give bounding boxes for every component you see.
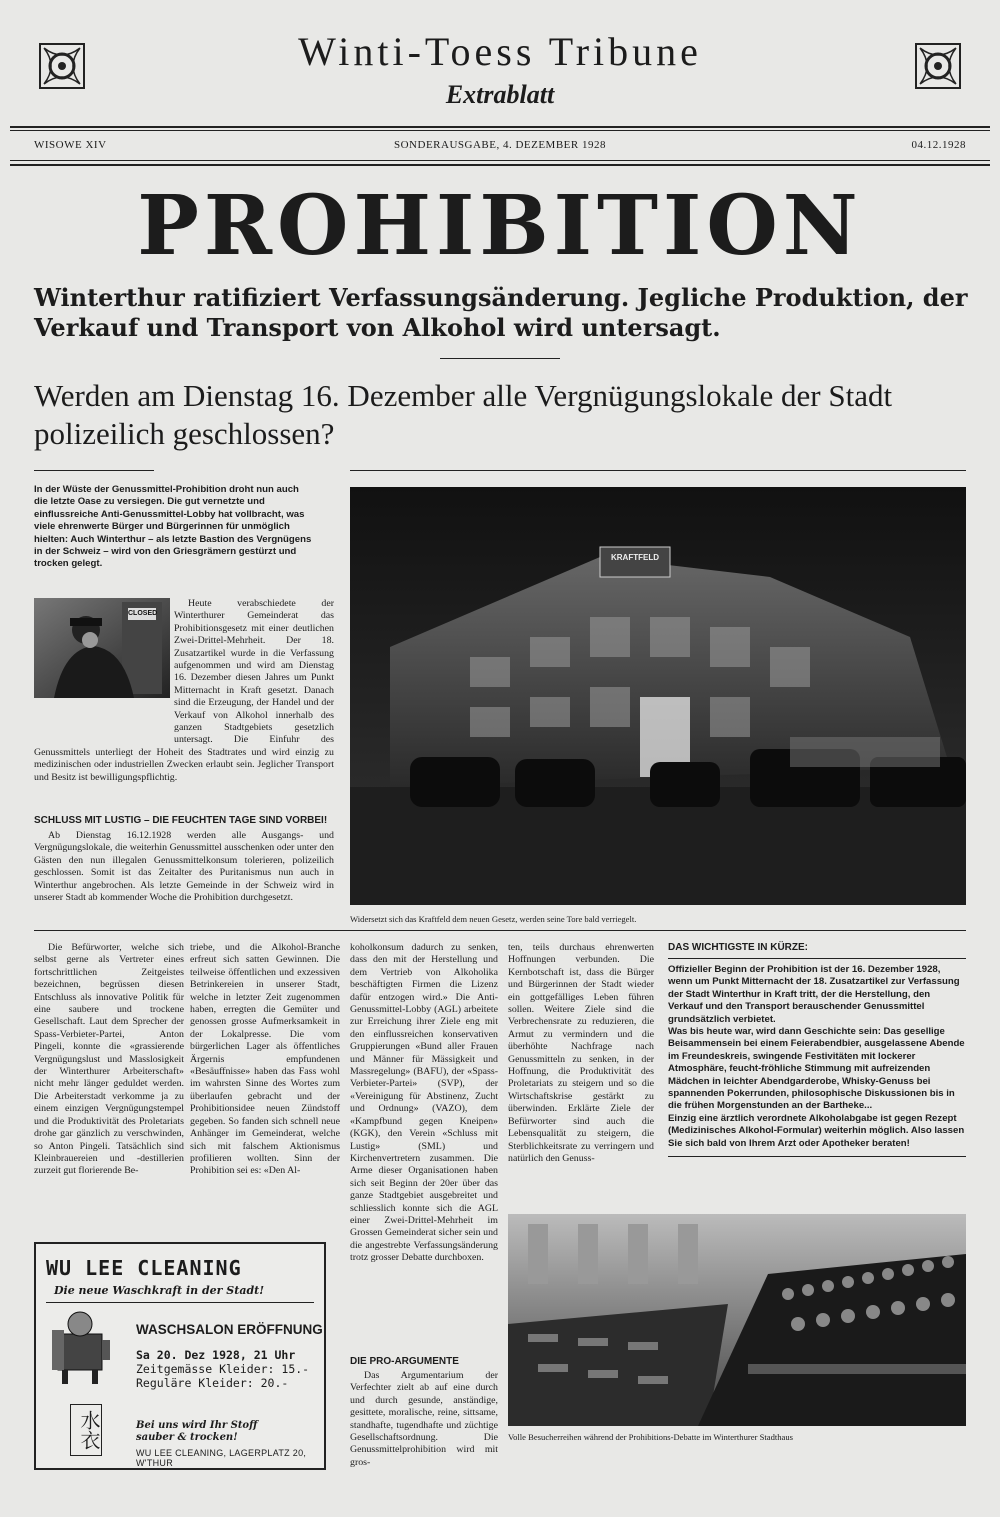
article-intro-text: Heute verabschiedete der Winterthurer Gemeinderat das Prohibitionsgesetz mit einer deutlichen Zwei-Drittel-Mehrheit. Der 18. Zusatzartikel wurde in die Verfassung aufgenommen und wird am Dienstag 16. Dezember diesen Jahres um Punkt Mitternacht in Kraft gesetzt. Danach sind die Erzeugung, der Handel und der Verkauf von Alkohol innerhalb des ganzen Stadtgebiets gesetzlich untersagt. Die Einfuhr des Genussmittels unterliegt der Hoheit des Stadtrates und wird einzig zu medizinischen oder industriellen Zwecken erlaubt sein. Jeglicher Transport und Besitz ist bewilligungspflichtig. (34, 598, 334, 783)
ad-promise-2: sauber & trocken! (136, 1432, 238, 1443)
ad-slogan: Die neue Waschkraft in der Stadt! (54, 1284, 265, 1297)
section-text-pro: Das Argumentarium der Verfechter zielt ab auf eine durch und durch gesunde, anständige, gesittete, moralische, reine, sittsame, standhafte, tugendhafte und züchtige Gesellschaftsordnung. Die Genussmittelprohibition wird mit gros- (350, 1370, 498, 1468)
masthead-rule-top (10, 126, 990, 128)
summary-para-1: Offizieller Beginn der Prohibition ist der 16. Dezember 1928, wenn um Punkt Mitternacht der 18. Zusatzartikel zur Verfassung der Stadt Winterthur in Kraft tritt, der die Herstellung, den Verkauf und den Transport berauschender Genussmittel grundsätzlich verbietet. (668, 964, 960, 1025)
question-headline: Werden am Dienstag 16. Dezember alle Vergnügungslokale der Stadt polizeilich geschlossen? (34, 378, 893, 451)
article-intro (34, 598, 334, 784)
debate-photo (508, 1214, 966, 1426)
summary-rule-bottom (668, 1156, 966, 1157)
ad-promise-1: Bei uns wird Ihr Stoff (136, 1420, 258, 1431)
ad-chinese-characters: 水衣 (70, 1404, 102, 1456)
masthead-rule-bottom-thin (10, 160, 990, 161)
section-heading-schluss: SCHLUSS MIT LUSTIG – DIE FEUCHTEN TAGE SIND VORBEI! (34, 815, 328, 826)
lead-paragraph: In der Wüste der Genussmittel-Prohibition droht nun auch die letzte Oase zu versiegen. Die gut vernetzte und einflussreiche Anti-Genussmittel-Lobby hat vollbracht, was viele ehrenwerte Bürger und Bürgerinnen für unmöglich hielten: Auch Winterthur – als letzte Bastion des Vergnügens in der Schweiz – wird von den Griesgrämern gestürzt und trocken gelegt. (34, 484, 312, 570)
summary-title: DAS WICHTIGSTE IN KÜRZE: (668, 942, 808, 953)
wu-lee-ad (34, 1242, 326, 1470)
ad-date: Sa 20. Dez 1928, 21 Uhr (136, 1348, 296, 1362)
subheadline: Winterthur ratifiziert Verfassungsänderung. Jegliche Produktion, der Verkauf und Transport von Alkohol wird untersagt. (34, 283, 968, 342)
column-2: triebe, und die Alkohol-Branche erfreut sich satten Gewinnen. Die teilweise öffentlichen und exzessiven Betrinkereien in unserer Stadt, welche in letzter Zeit zugenommen haben, erregten die Gemüter und genossen grosse Aufmerksamkeit in der Lokalpresse. Die vom bürgerlichen Lager als öffentliches Ärgernis empfundenen «Besäuffnisse» haben das Fass wohl im wahrsten Sinne des Wortes zum überlaufen gebracht und der Prohibitionsidee neuen Zündstoff gegeben. So fanden sich schnell neue Anhänger im Gemeinderat, welche sich mit falschem Aktionismus profilieren wollten. Sinn der Prohibition sei es: «Den Al- (190, 942, 340, 1177)
masthead-subtitle: Extrablatt (445, 80, 555, 109)
main-photo-caption: Widersetzt sich das Kraftfeld dem neuen Gesetz, werden seine Tore bald verriegelt. (350, 914, 637, 924)
debate-photo-caption: Volle Besucherreihen während der Prohibitions-Debatte im Winterthurer Stadthaus (508, 1432, 794, 1442)
column-1: Die Befürworter, welche sich selbst gerne als Vertreter eines fortschrittlichen Zeitgeistes bezeichnen, begrüssen diesen Entschluss als innovative Politik für eine saubere und trockene Gesellschaft. Laut dem Sprecher der Spass-Verbieter-Partei, Anton Pingeli, konnte die «grassierende Vergnügungslust und Masslosigkeit der Winterthurer Arbeiterschaft» nicht mehr länger geduldet werden. Die Arbeiterstadt verkomme ja zu einem einzigen Vergnügungstempel und die Produktivität des Proletariats drohe gar gänzlich zu verschwinden, so Anton Pingeli. Tatsächlich sind Kleinbrauereien und -destillerien zurzeit gut florierende Be- (34, 942, 184, 1177)
washing-machine-icon (48, 1310, 118, 1386)
ad-divider (46, 1302, 314, 1303)
kraftfeld-sign: KRAFTFELD (611, 553, 659, 562)
column-rule-right (350, 470, 966, 471)
ad-headline: WASCHSALON ERÖFFNUNG (136, 1322, 323, 1337)
summary-rule (668, 958, 966, 959)
summary-para-2: Was bis heute war, wird dann Geschichte sein: Das gesellige Beisammensein bei einem Feierabendbier, ausgelassene Abende im Freundeskreis, swingende Festivitäten mit lockerer Atmosphäre, feucht-fröhliche Stimmung mit aufreizenden Mädchen in leichter Abendgarderobe, Whisky-Genuss bei spannenden Pokerrunden, philosophische Diskussionen bis in die frühen Morgenstunden an der Bartheke... (668, 1026, 965, 1112)
columns-top-rule (34, 930, 966, 931)
section-text-schluss: Ab Dienstag 16.12.1928 werden alle Ausgangs- und Vergnügungslokale, die weiterhin Genussmittel ausschenken oder unter den Gästen den nun illegalen Genussmittelkonsum tolerieren, polizeilich geschlossen. Somit ist das Zeitalter des Puritanismus nun auch in Winterthur angebrochen. Als letzte Gemeinde in der Schweiz wird in unserer Stadt ab kommender Woche die Prohibition durchgesetzt. (34, 830, 334, 904)
summary-para-3: Einzig eine ärztlich verordnete Alkoholabgabe ist gegen Rezept (Medizinisches Alkohol-Formular) weiterhin möglich. Also lassen Sie sich bald von Ihrem Arzt oder Apotheker beraten! (668, 1112, 965, 1149)
masthead-title: Winti-Toess Tribune (298, 29, 702, 74)
edition-date: 04.12.1928 (911, 139, 966, 151)
summary-box (668, 942, 966, 1157)
ad-title: WU LEE CLEANING (46, 1256, 242, 1280)
masthead-rule-bottom (10, 164, 990, 166)
ad-price-1: Zeitgemässe Kleider: 15.- (136, 1362, 310, 1376)
masthead-rule-top-thin (10, 130, 990, 131)
kraftfeld-photo (350, 487, 966, 905)
column-4: ten, teils durchaus ehrenwerten Hoffnungen verbunden. Die Kernbotschaft ist, dass die Bürger und Bürgerinnen der Stadt wieder ein gottgefälliges Leben führen sollen. Weitere Ziele sind die Verbrechensrate zu reduzieren, die Armut zu vermindern und die überhöhte Nachfrage nach Genussmitteln zu senken, in der Hoffnung, die Produktivität des Proletariats zu steigern und so die Wirtschaftskrise gestärkt zu überwinden. Erklärte Ziele der Befürworter sind auch die Lebensqualität zu steigern, die Sterblichkeitsrate zu verringern und natürlich den Genuss- (508, 942, 654, 1164)
column-rule-left (34, 470, 154, 471)
edition-dateline: SONDERAUSGABE, 4. DEZEMBER 1928 (394, 139, 606, 151)
headline-divider (440, 358, 560, 359)
edition-label: WISOWE XIV (34, 139, 107, 151)
ad-price-2: Reguläre Kleider: 20.- (136, 1376, 289, 1390)
main-headline: PROHIBITION (137, 178, 863, 274)
column-3: koholkonsum dadurch zu senken, dass den mit der Herstellung und dem Vertrieb von Alkoholika beschäftigten Firmen die Lizenz dafür entzogen wird.» Die Anti-Genussmittel-Lobby (AGL) arbeitete zur Erreichung ihrer Ziele eng mit den einflussreichen konservativen Gruppierungen «Bund aller Frauen und Männer für Mässigkeit und Massregelung» (BAFU), der «Spass-Verbieter-Partei» (SVP), der «Vereinigung für Abstinenz, Zucht und Ordnung» (VAZO), dem «Kampfbund gegen Kneipen» (KGK), den Verein «Schluss mit Lustig» (SML) und Kirchenvertretern zusammen. Die Arme dieser Organisationen haben sich seit Beginn der 20er über das ganze Stadtgebiet ausgebreitet und schliesslich konnte sich die AGL einer Zwei-Drittel-Mehrheit im Grossen Gemeinderat sicher sein und die angestrebte Verfassungsänderung trotz grosser Debatte durchboxen. (350, 942, 498, 1264)
closed-sign: CLOSED (128, 610, 158, 617)
section-heading-pro: DIE PRO-ARGUMENTE (350, 1356, 459, 1367)
ad-footer: WU LEE CLEANING, LAGERPLATZ 20, W'THUR (136, 1448, 307, 1468)
